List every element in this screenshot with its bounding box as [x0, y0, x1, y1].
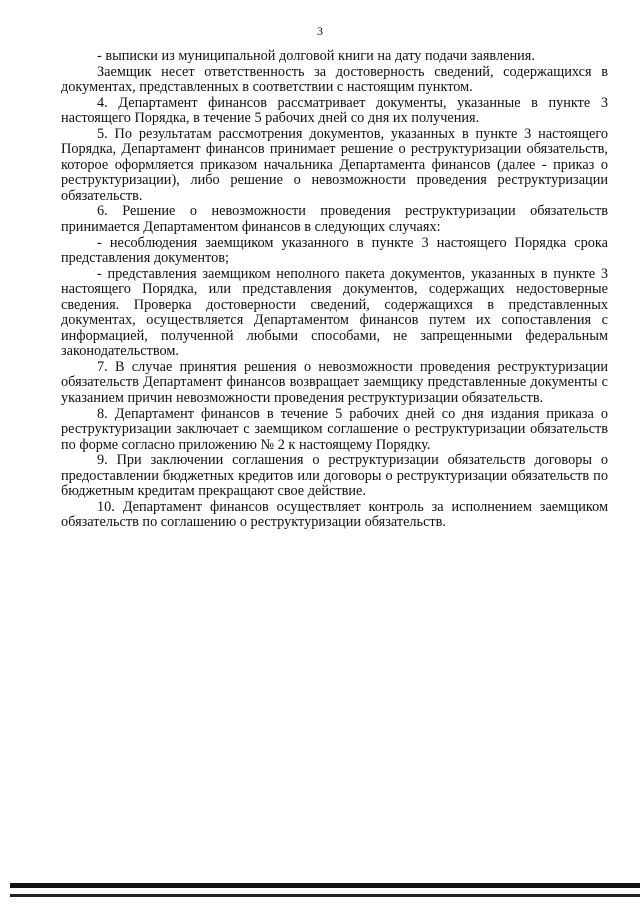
paragraph-item-4: 4. Департамент финансов рассматривает документы, указанные в пункте 3 настоящего Порядка, в течение 5 рабочих дней со дня их получения. [61, 94, 608, 127]
paragraph-item-6-case-incomplete: - представления заемщиком неполного пакета документов, указанных в пункте 3 настоящего Порядка, или представления документов, содержащих недостоверные сведения. Проверка достоверности сведений, содержащихся в представленных документах, осуществляется Департаментом финансов путем их сопоставления с информацией, полученной любыми способами, не запрещенными федеральным законодательством. [61, 265, 608, 360]
paragraph-item-6: 6. Решение о невозможности проведения реструктуризации обязательств принимается Департаментом финансов в следующих случаях: [61, 203, 608, 236]
paragraph-item-8: 8. Департамент финансов в течение 5 рабочих дней со дня издания приказа о реструктуризации заключает с заемщиком соглашение о реструктуризации обязательств по форме согласно приложению № 2 к настоящему Порядку. [61, 405, 608, 453]
paragraph-item-5: 5. По результатам рассмотрения документов, указанных в пункте 3 настоящего Порядка, Департамент финансов принимает решение о реструктуризации обязательств, которое оформляется приказом начальника Департамента финансов (далее - приказ о реструктуризации), либо решение о невозможности проведения реструктуризации обязательств. [61, 125, 608, 204]
document-body [61, 49, 608, 531]
paragraph-extract-debt-book: - выписки из муниципальной долговой книги на дату подачи заявления. [97, 48, 535, 64]
paragraph-item-7: 7. В случае принятия решения о невозможности проведения реструктуризации обязательств Департамент финансов возвращает заемщику представленные документы с указанием причин невозможности проведения реструктуризации обязательств. [61, 358, 608, 407]
page-number: 3 [317, 24, 323, 38]
bottom-border-rule-secondary [10, 894, 640, 897]
paragraph-item-9: 9. При заключении соглашения о реструктуризации обязательств договоры о предоставлении бюджетных кредитов или договоры о реструктуризации обязательств по бюджетным кредитам прекращают свое действие. [61, 452, 608, 500]
paragraph-borrower-responsibility: Заемщик несет ответственность за достоверность сведений, содержащихся в документах, представленных в соответствии с настоящим пунктом. [61, 63, 608, 96]
paragraph-item-10: 10. Департамент финансов осуществляет контроль за исполнением заемщиком обязательств по соглашению о реструктуризации обязательств. [61, 498, 608, 531]
bottom-border-rule [10, 883, 640, 888]
paragraph-item-6-case-deadline: - несоблюдения заемщиком указанного в пункте 3 настоящего Порядка срока представления документов; [61, 234, 608, 267]
